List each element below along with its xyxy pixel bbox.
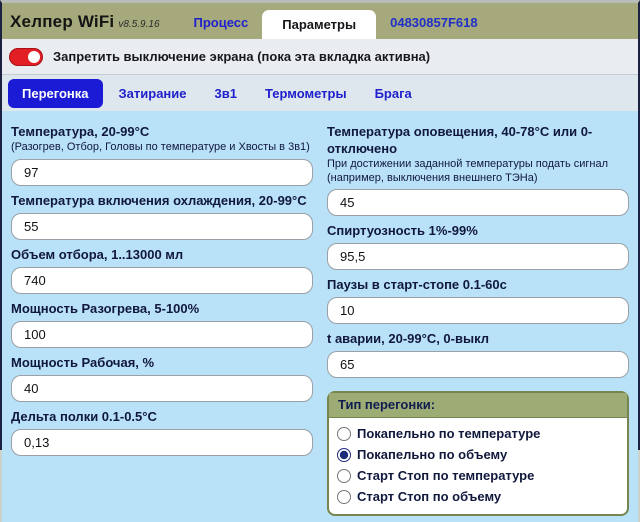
cooling-temp-input[interactable] xyxy=(11,213,313,240)
radio-label: Покапельно по объему xyxy=(357,447,508,462)
tab-parameters[interactable]: Параметры xyxy=(262,10,376,39)
header-bar xyxy=(2,3,638,39)
app-version: v8.5.9.16 xyxy=(118,19,160,30)
field-label-volume: Объем отбора, 1..13000 мл xyxy=(11,246,184,262)
radio-startstop-by-temperature[interactable] xyxy=(337,465,619,486)
field-sublabel-temperature: (Разогрев, Отбор, Головы по температуре и Хвосты в 3в1) xyxy=(11,141,310,153)
abv-input[interactable] xyxy=(327,243,629,270)
radio-label: Старт Стоп по температуре xyxy=(357,468,535,483)
temperature-input[interactable] xyxy=(11,159,313,186)
right-column xyxy=(327,117,629,516)
screen-lock-toggle-label: Запретить выключение экрана (пока эта вкладка активна) xyxy=(53,49,431,64)
volume-input[interactable] xyxy=(11,267,313,294)
field-label-abv: Спиртуозность 1%-99% xyxy=(327,223,478,238)
radio-startstop-by-volume-input[interactable] xyxy=(337,490,351,504)
left-column xyxy=(11,117,313,516)
screen-lock-toggle[interactable] xyxy=(9,48,43,66)
tab-braga[interactable]: Брага xyxy=(374,85,412,101)
radio-drip-by-volume[interactable] xyxy=(337,444,619,465)
distill-type-title: Тип перегонки: xyxy=(329,393,627,418)
field-label-temperature: Температура, 20-99°C xyxy=(11,124,150,139)
toggle-knob-icon xyxy=(28,51,40,63)
radio-startstop-by-volume[interactable] xyxy=(337,486,619,507)
heatup-power-input[interactable] xyxy=(11,321,313,348)
field-sublabel-alert-temp: При достижении заданной температуры подать сигнал (например, выключения внешнего ТЭНа) xyxy=(327,158,609,184)
tab-zatiranie[interactable]: Затирание xyxy=(118,85,187,101)
failure-temp-input[interactable] xyxy=(327,351,629,378)
screen-lock-toggle-row xyxy=(2,39,638,74)
field-label-startstop-pause: Паузы в старт-стопе 0.1-60с xyxy=(327,277,507,292)
field-label-shelf-delta: Дельта полки 0.1-0.5°C xyxy=(11,408,157,424)
device-id: 04830857F618 xyxy=(390,15,478,30)
tab-process[interactable]: Процесс xyxy=(193,15,249,30)
field-label-cooling-temp: Температура включения охлаждения, 20-99°C xyxy=(11,192,307,208)
radio-startstop-by-temperature-input[interactable] xyxy=(337,469,351,483)
field-label-failure-temp: t аварии, 20-99°C, 0-выкл xyxy=(327,331,490,346)
field-label-alert-temp: Температура оповещения, 40-78°C или 0-отключено xyxy=(327,124,593,156)
field-label-heatup-power: Мощность Разогрева, 5-100% xyxy=(11,300,200,316)
section-tab-bar xyxy=(2,74,638,111)
radio-drip-by-temperature-input[interactable] xyxy=(337,427,351,441)
tab-3v1[interactable]: 3в1 xyxy=(214,85,237,101)
radio-drip-by-volume-input[interactable] xyxy=(337,448,351,462)
shelf-delta-input[interactable] xyxy=(11,429,313,456)
startstop-pause-input[interactable] xyxy=(327,297,629,324)
radio-drip-by-temperature[interactable] xyxy=(337,423,619,444)
field-label-working-power: Мощность Рабочая, % xyxy=(11,354,155,370)
alert-temp-input[interactable] xyxy=(327,189,629,216)
distill-type-options xyxy=(329,418,627,514)
app-title-wrap xyxy=(2,12,168,39)
radio-label: Старт Стоп по объему xyxy=(357,489,502,504)
parameters-form xyxy=(2,111,638,522)
working-power-input[interactable] xyxy=(11,375,313,402)
tab-termometry[interactable]: Термометры xyxy=(264,85,347,101)
tab-peregonka[interactable]: Перегонка xyxy=(8,79,103,108)
app-title: Хелпер WiFi xyxy=(10,12,115,31)
distill-type-groupbox xyxy=(327,391,629,516)
radio-label: Покапельно по температуре xyxy=(357,426,541,441)
